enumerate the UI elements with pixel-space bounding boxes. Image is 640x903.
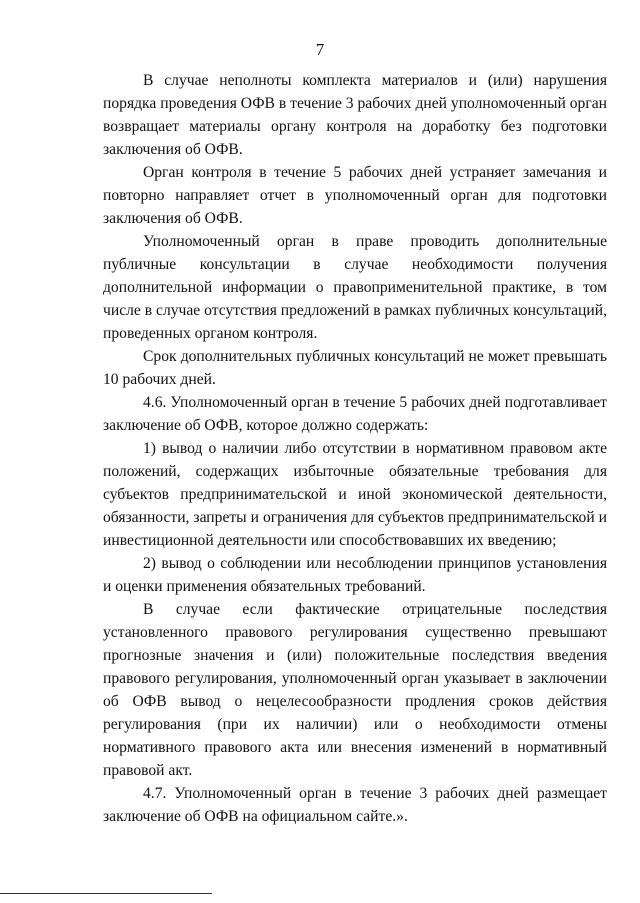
paragraph-negative-consequences: В случае если фактические отрицательные последствия установленного правового регулирования существенно превышают прогнозные значения и (или) положительные последствия введения правового регулирования, уполномоченный орган указывает в заключении об ОФВ вывод о нецелесообразности продления сроков действия регулирования (при их наличии) или о необходимости отмены нормативного правового акта или внесения изменений в нормативный правовой акт. <box>103 601 607 779</box>
footnote-divider <box>0 893 212 894</box>
list-item-2: 2) вывод о соблюдении или несоблюдении принципов установления и оценки применения обязательных требований. <box>103 555 607 595</box>
paragraph-additional-consultations: Уполномоченный орган в праве проводить дополнительные публичные консультации в случае необходимости получения дополнительной информации о правоприменительной практике, в том числе в случае отсутствия предложений в рамках публичных консультаций, проведенных органом контроля. <box>103 233 607 342</box>
page-number: 7 <box>315 40 325 59</box>
list-item-1: 1) вывод о наличии либо отсутствии в нормативном правовом акте положений, содержащих избыточные обязательные требования для субъектов предпринимательской и иной экономической деятельности, обязанности, запреты и ограничения для субъектов предпринимательской и инвестиционной деятельности или способствовавших их введению; <box>103 440 607 549</box>
paragraph-4-7: 4.7. Уполномоченный орган в течение 3 рабочих дней размещает заключение об ОФВ на официальном сайте.». <box>103 785 607 825</box>
document-body <box>103 69 607 828</box>
paragraph-4-6: 4.6. Уполномоченный орган в течение 5 рабочих дней подготавливает заключение об ОФВ, которое должно содержать: <box>103 394 607 434</box>
paragraph-control-body-corrections: Орган контроля в течение 5 рабочих дней устраняет замечания и повторно направляет отчет в уполномоченный орган для подготовки заключения об ОФВ. <box>103 164 607 227</box>
paragraph-consultation-term: Срок дополнительных публичных консультаций не может превышать 10 рабочих дней. <box>103 348 607 388</box>
paragraph-incomplete-materials: В случае неполноты комплекта материалов и (или) нарушения порядка проведения ОФВ в течение 3 рабочих дней уполномоченный орган возвращает материалы органу контроля на доработку без подготовки заключения об ОФВ. <box>103 72 607 158</box>
